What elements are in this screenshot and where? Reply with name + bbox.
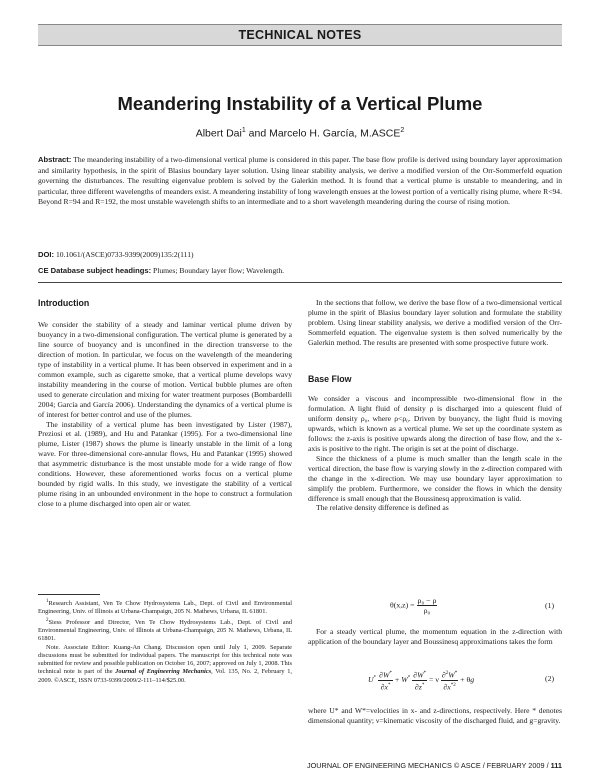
abstract bbox=[38, 155, 562, 208]
author-1: Albert Dai bbox=[195, 127, 242, 140]
page-footer bbox=[300, 761, 562, 770]
equation-1-fraction bbox=[417, 596, 438, 615]
footnote-2 bbox=[38, 617, 292, 644]
introduction-heading: Introduction bbox=[38, 298, 90, 308]
right-column-top bbox=[308, 298, 562, 348]
paper-title: Meandering Instability of a Vertical Plume bbox=[117, 93, 483, 114]
doi-value[interactable]: 10.1061/(ASCE)0733-9399(2009)135:2(111) bbox=[55, 250, 194, 259]
abstract-divider bbox=[38, 282, 562, 283]
subject-headings-line bbox=[38, 266, 562, 276]
editorial-note-a: Note. Associate Editor: Kuang-An Chang. Discussion open until July 1, 2009. Separate discussions must be submitted for individual papers. The manuscript for this technical note was submitted for review and possible publication on October 16, 2007; approved on July 1, 2008. This technical note is part of the bbox=[38, 643, 292, 676]
subject-headings-label: CE Database subject headings: bbox=[38, 266, 152, 275]
intro-paragraph-2: The instability of a vertical plume has been investigated by Lister (1987), Preziosi et al. (1989), and Hu and Patankar (1995). For a two-dimensional line plume, Lister (1987) shows the plume is linearly unstable in the limit of a long wave. For three-dimensional core-annular flows, Hu and Patankar (1995) showed that asymmetric disturbance is the most unstable mode for a wide range of flow conditions. However, these aforementioned works focus on a vertical plume bounded by rigid walls. In this study, we investigate the stability of a vertical plume rising in an unbounded environment in the hope to construct a formulation close to a plume discharged into open air or water. bbox=[38, 419, 292, 509]
base-flow-paragraph-2: Since the thickness of a plume is much smaller than the length scale in the vertical direction, the base flow is varying slowly in the z-direction compared with the change in the x-direction. We may use boundary layer approximation to simplify the problem. Furthermore, we consider the flows in which the density difference is small enough that the Boussinesq approximation is valid. bbox=[308, 453, 562, 503]
equation-1-number: (1) bbox=[545, 601, 555, 610]
definitions-text bbox=[308, 706, 562, 726]
editorial-note-journal: Journal of Engineering Mechanics bbox=[115, 668, 212, 676]
author-connector: and bbox=[245, 127, 270, 140]
footnote-2-text: Siess Professor and Director, Ven Te Chow Hydrosystems Lab., Dept. of Civil and Environmental Engineering, Univ. of Illinois at Urbana-Champaign, 205 N. Mathews, Urbana, IL 61801. bbox=[38, 618, 292, 643]
footnote-divider bbox=[38, 594, 100, 595]
equation-1-denominator: ρ₀ bbox=[423, 606, 431, 615]
intro-paragraph-1: We consider the stability of a steady and laminar vertical plume driven by buoyancy in a two-dimensional configuration. The vertical plume is generated by a line source of buoyancy and is unconfined in the direction transverse to the direction of motion. In particular, we focus on the wavelength of the meandering type of instability in a vertical plume. It has been observed in experiment and in a common example, such as cigarette smoke, that a vertical plume develops wavy instability meandering in the course of motion. Vertical bubble plumes are often used to generate circulation and mixing for water treatment purposes (Bombardelli 2004; García and García 2006). Understanding the dynamics of a vertical plume is of interest for better control and use of the plumes. bbox=[38, 320, 292, 419]
editorial-note bbox=[38, 644, 292, 685]
equation-1-numerator: ρ₀ − ρ bbox=[417, 596, 437, 605]
footnote-1-sup: 1 bbox=[46, 599, 49, 604]
footnote-2-sup: 2 bbox=[46, 617, 49, 623]
equation-2: U* $\frac{\partial W^*}{\partial x^*}$ + W* $\frac{\partial W^*}{\partial z^*}$ = ν $\frac{\partial^2W^*}{\partial x^{*2}}$ + θg bbox=[368, 670, 475, 692]
footer-page-number: 111 bbox=[550, 761, 562, 770]
section-banner: TECHNICAL NOTES bbox=[38, 24, 562, 46]
momentum-paragraph: For a steady vertical plume, the momentum equation in the z-direction with application of the boundary layer and Boussinesq approximations takes the form bbox=[308, 627, 562, 646]
abstract-text: The meandering instability of a two-dimensional vertical plume is considered in this paper. The base flow profile is derived using boundary layer approximation and similarity hypothesis, in the spirit of Blasius boundary layer solution. Using linear stability analysis, we derive a modified version of the Orr-Sommerfeld equation governing the disturbances. The resulting eigenvalue problem is solved by the Galerkin method. It is found that a vertical plume is unstable to meandering, and in particular, three different wavelengths of meanders exist. A meandering instability of long wavelength ensues at the lowest portion of a vertically rising plume, where R<94. Beyond R=94 and R=192, the most unstable wavelength shifts to an intermediate and to a short wavelength meandering during the course of rising motion. bbox=[38, 155, 562, 207]
base-flow-heading: Base Flow bbox=[308, 374, 352, 384]
footnotes bbox=[38, 598, 292, 685]
footnote-1-text: Research Assistant, Ven Te Chow Hydrosystems Lab., Dept. of Civil and Environmental Engineering, Univ. of Illinois at Urbana-Champaign, 205 N. Mathews, Urbana, IL 61801. bbox=[38, 600, 292, 616]
editorial-note-b: , Vol. 135, No. 2, February 1, 2009. ©ASCE, ISSN 0733-9399/2009/2-111–114/$25.00. bbox=[38, 668, 292, 684]
author-1-sup: 1 bbox=[241, 127, 246, 134]
base-flow-paragraph-3: The relative density difference is defined as bbox=[316, 503, 449, 513]
base-flow-paragraph-1: We consider a viscous and incompressible two-dimensional flow in the formulation. A light fluid of density ρ is discharged into a quiescent fluid of uniform density ρ₀, where ρ<ρ₀. Driven by buoyancy, the light fluid is moving upwards, which is known as a vertical plume. We set up the coordinate system as follows: the z-axis is positive upwards along the direction of base flow, and the x-axis is positive to the right. The origin is set at the point of discharge. bbox=[308, 394, 562, 453]
doi-label: DOI: bbox=[38, 250, 55, 259]
author-2: Marcelo H. García, M.ASCE bbox=[269, 127, 401, 140]
footnote-1 bbox=[38, 598, 292, 617]
author-line bbox=[38, 124, 562, 141]
equation-1 bbox=[390, 596, 437, 615]
momentum-text bbox=[308, 627, 562, 647]
subject-headings-value: Plumes; Boundary layer flow; Wavelength. bbox=[153, 266, 285, 275]
author-2-sup: 2 bbox=[400, 127, 405, 134]
abstract-label: Abstract: bbox=[38, 155, 72, 164]
equation-2-number: (2) bbox=[545, 674, 555, 683]
equation-1-lhs: θ(x,z) = bbox=[390, 600, 415, 610]
footer-journal: JOURNAL OF ENGINEERING MECHANICS © ASCE / FEBRUARY 2009 / bbox=[306, 761, 551, 770]
doi-line bbox=[38, 250, 562, 260]
definitions-paragraph: where U* and W*=velocities in x- and z-directions, respectively. Here * denotes dimensional quantity; ν=kinematic viscosity of the discharged fluid, and g=gravity. bbox=[308, 706, 562, 725]
left-column bbox=[38, 320, 292, 509]
base-flow-text bbox=[308, 394, 562, 513]
right-paragraph-1: In the sections that follow, we derive the base flow of a two-dimensional vertical plume in the spirit of Blasius boundary layer solution and formulate the stability problem. Using linear stability analysis, we derive a modified version of the Orr-Sommerfeld equation. The eigenvalue system is then solved numerically by the Galerkin method. The results are presented with some prospective future work. bbox=[308, 298, 562, 347]
